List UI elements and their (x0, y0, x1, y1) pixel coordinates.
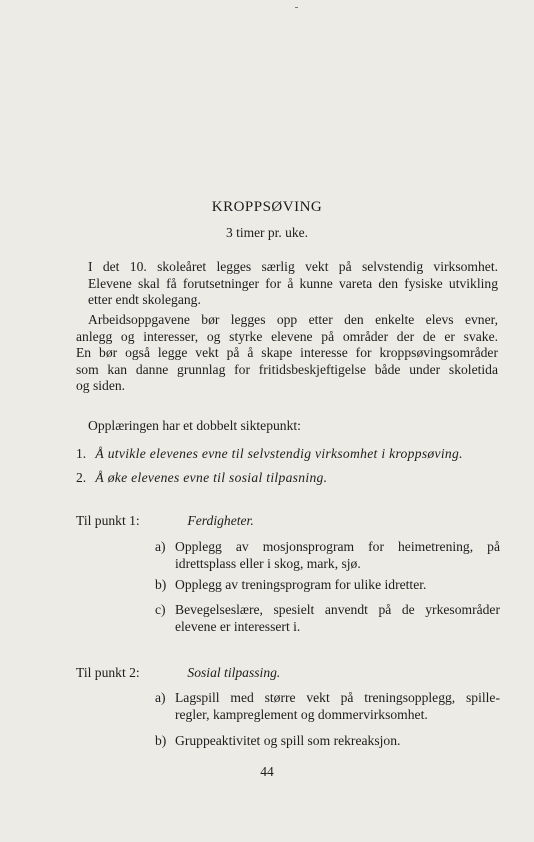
paragraph-line: I det 10. skoleåret legges særlig vekt på selvstendig virksomhet. (88, 259, 498, 274)
goal-item-1 (76, 446, 486, 462)
section-label: Til punkt 1: (76, 513, 140, 528)
item-line: Opplegg av treningsprogram for ulike idretter. (175, 577, 427, 592)
item-line: elevene er interessert i. (175, 619, 301, 634)
paragraph-line: som kan danne grunnlag for fritidsbeskjeftigelse både under skoletida (76, 361, 498, 377)
section-2-heading (76, 665, 280, 681)
goal-number: 2. (76, 470, 87, 485)
section-topic: Sosial tilpassing. (187, 665, 281, 680)
item-marker: a) (155, 539, 166, 554)
section-label: Til punkt 2: (76, 665, 140, 680)
paragraph-line: Arbeidsoppgavene bør legges opp etter den enkelte elevs evner, (88, 312, 498, 327)
page-number: 44 (260, 764, 274, 779)
page-subtitle: 3 timer pr. uke. (225, 225, 309, 240)
item-marker: a) (155, 690, 166, 705)
intro-paragraph-1 (88, 259, 498, 309)
item-marker: b) (155, 577, 167, 592)
item-line: Lagspill med større vekt på treningsopplegg, spille- (175, 690, 500, 705)
item-line: regler, kampreglement og dommervirksomhet. (175, 707, 428, 722)
paragraph-line: anlegg og interesser, og styrke elevene på områder der de er svake. (76, 328, 498, 344)
paragraph-line: Elevene skal få forutsetninger for å kunne vareta den fysiske utvikling (88, 275, 498, 291)
paragraph-line: Opplæringen har et dobbelt siktepunkt: (88, 418, 301, 433)
paragraph-line: En bør også legge vekt på å skape interesse for kroppsøvingsområder (76, 345, 498, 361)
goal-text: Å utvikle elevenes evne til selvstendig virksomhet i kroppsøving. (95, 446, 463, 461)
section-1-item-b (155, 576, 500, 593)
goal-number: 1. (76, 446, 87, 461)
section-1-item-c (155, 601, 500, 635)
item-marker: b) (155, 733, 167, 748)
section-1-heading (76, 513, 254, 529)
page-title: KROPPSØVING (211, 199, 323, 215)
paragraph-line: og siden. (76, 378, 126, 394)
item-line: Opplegg av mosjonsprogram for heimetrening, på (175, 539, 500, 554)
item-line: Bevegelseslære, spesielt anvendt på de yrkesområder (175, 602, 500, 617)
item-marker: c) (155, 602, 166, 617)
section-topic: Ferdigheter. (187, 513, 254, 528)
item-line: idrettsplass eller i skog, mark, sjø. (175, 556, 361, 571)
item-line: Gruppeaktivitet og spill som rekreaksjon. (175, 733, 401, 748)
paragraph-line: etter endt skolegang. (88, 292, 201, 308)
section-1-item-a (155, 538, 500, 572)
section-2-item-a (155, 689, 500, 723)
goal-text: Å øke elevenes evne til sosial tilpasning. (95, 470, 328, 485)
intro-paragraph-2 (76, 312, 498, 395)
section-2-item-b (155, 732, 500, 749)
scan-speck (295, 7, 298, 8)
goal-item-2 (76, 470, 486, 486)
intro-paragraph-3 (88, 418, 498, 435)
